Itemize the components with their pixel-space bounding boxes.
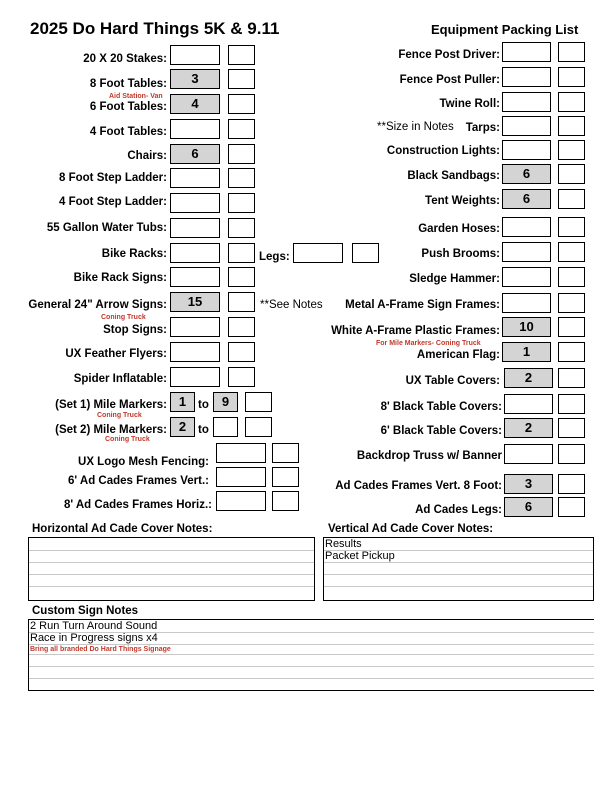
qty-20x20-stakes[interactable]	[170, 45, 220, 65]
label-55-gallon-tubs: 55 Gallon Water Tubs:	[46, 222, 167, 234]
check-white-a-frame[interactable]	[558, 317, 585, 337]
qty-american-flag[interactable]: 1	[502, 342, 551, 362]
custom-sign-notes-header: Custom Sign Notes	[32, 605, 139, 617]
qty-bike-rack-legs[interactable]	[293, 243, 343, 263]
label-6ft-black-table-covers: 6' Black Table Covers:	[380, 425, 502, 437]
mile-set1-to-word: to	[198, 399, 209, 411]
vertical-notes-header: Vertical Ad Cade Cover Notes:	[328, 523, 494, 535]
label-20x20-stakes: 20 X 20 Stakes:	[83, 53, 167, 65]
qty-8ft-black-table-covers[interactable]	[504, 394, 553, 414]
label-american-flag: American Flag:	[416, 349, 500, 361]
custom-sign-notes-area[interactable]	[28, 619, 594, 691]
qty-tent-weights[interactable]: 6	[502, 189, 551, 209]
qty-6ft-tables[interactable]: 4	[170, 94, 220, 114]
qty-ad-cades-vert-8ft[interactable]: 3	[504, 474, 553, 494]
page-subtitle: Equipment Packing List	[431, 22, 579, 37]
label-ux-table-covers: UX Table Covers:	[405, 375, 500, 387]
label-8ft-black-table-covers: 8' Black Table Covers:	[380, 401, 502, 413]
qty-construction-lights[interactable]	[502, 140, 551, 160]
check-tent-weights[interactable]	[558, 189, 585, 209]
label-tarps: Tarps:	[465, 122, 500, 134]
label-sledge-hammer: Sledge Hammer:	[409, 273, 500, 285]
qty-8ft-tables[interactable]: 3	[170, 69, 220, 89]
label-backdrop-truss: Backdrop Truss w/ Banner	[356, 450, 502, 462]
check-55-gallon-tubs[interactable]	[228, 218, 255, 238]
qty-mile-set2-to[interactable]	[213, 417, 238, 437]
qty-6ft-ad-cades-vert[interactable]	[216, 467, 266, 487]
qty-mile-set1-to[interactable]: 9	[213, 392, 238, 412]
note-mile-set1-coning-truck: Coning Truck	[97, 412, 142, 419]
check-spider-inflatable[interactable]	[228, 367, 255, 387]
label-garden-hoses: Garden Hoses:	[418, 223, 500, 235]
qty-push-brooms[interactable]	[502, 242, 551, 262]
qty-stop-signs[interactable]	[170, 317, 220, 337]
qty-8ft-step-ladder[interactable]	[170, 168, 220, 188]
check-stop-signs[interactable]	[228, 317, 255, 337]
label-spider-inflatable: Spider Inflatable:	[73, 373, 167, 385]
check-fence-post-puller[interactable]	[558, 67, 585, 87]
label-8ft-step-ladder: 8 Foot Step Ladder:	[59, 172, 167, 184]
check-8ft-black-table-covers[interactable]	[558, 394, 585, 414]
label-8ft-tables: 8 Foot Tables:	[89, 78, 167, 90]
check-mile-set2[interactable]	[245, 417, 272, 437]
qty-backdrop-truss[interactable]	[504, 444, 553, 464]
label-twine-roll: Twine Roll:	[439, 98, 500, 110]
qty-white-a-frame[interactable]: 10	[502, 317, 551, 337]
check-bike-rack-legs[interactable]	[352, 243, 379, 263]
qty-fence-post-driver[interactable]	[502, 42, 551, 62]
check-construction-lights[interactable]	[558, 140, 585, 160]
qty-ad-cades-legs[interactable]: 6	[504, 497, 553, 517]
label-ad-cades-legs: Ad Cades Legs:	[415, 504, 502, 516]
label-fence-post-driver: Fence Post Driver:	[398, 49, 500, 61]
qty-bike-rack-signs[interactable]	[170, 267, 220, 287]
label-8ft-ad-cades-horiz: 8' Ad Cades Frames Horiz.:	[63, 499, 212, 511]
label-push-brooms: Push Brooms:	[421, 248, 500, 260]
custom-note-line: Race in Progress signs x4	[30, 632, 158, 644]
check-black-sandbags[interactable]	[558, 164, 585, 184]
label-6ft-ad-cades-vert: 6' Ad Cades Frames Vert.:	[67, 475, 209, 487]
qty-4ft-step-ladder[interactable]	[170, 193, 220, 213]
check-bike-racks[interactable]	[228, 243, 255, 263]
label-white-a-frame: White A-Frame Plastic Frames:	[331, 325, 500, 337]
custom-note-line: 2 Run Turn Around Sound	[30, 620, 158, 632]
label-bike-racks: Bike Racks:	[101, 248, 167, 260]
qty-spider-inflatable[interactable]	[170, 367, 220, 387]
label-legs: Legs:	[259, 251, 290, 263]
check-ux-feather-flyers[interactable]	[228, 342, 255, 362]
check-6ft-tables[interactable]	[228, 94, 255, 114]
label-metal-a-frame: Metal A-Frame Sign Frames:	[345, 299, 500, 311]
check-8ft-ad-cades-horiz[interactable]	[272, 491, 299, 511]
note-size-in-notes: **Size in Notes	[377, 121, 454, 133]
vertical-notes-area[interactable]	[323, 537, 594, 601]
qty-black-sandbags[interactable]: 6	[502, 164, 551, 184]
see-notes-text: **See Notes	[260, 299, 323, 311]
check-garden-hoses[interactable]	[558, 217, 585, 237]
horizontal-notes-area[interactable]	[28, 537, 315, 601]
vertical-note-line: Results	[325, 538, 362, 550]
qty-sledge-hammer[interactable]	[502, 267, 551, 287]
horizontal-notes-header: Horizontal Ad Cade Cover Notes:	[32, 523, 213, 535]
page-title: 2025 Do Hard Things 5K & 9.11	[30, 19, 280, 38]
check-bike-rack-signs[interactable]	[228, 267, 255, 287]
label-mile-markers-set1: (Set 1) Mile Markers:	[55, 399, 167, 411]
check-chairs[interactable]	[228, 144, 255, 164]
qty-fence-post-puller[interactable]	[502, 67, 551, 87]
label-tent-weights: Tent Weights:	[425, 195, 500, 207]
label-ad-cades-vert-8ft: Ad Cades Frames Vert. 8 Foot:	[335, 480, 502, 492]
label-chairs: Chairs:	[127, 150, 167, 162]
label-4ft-step-ladder: 4 Foot Step Ladder:	[59, 196, 167, 208]
qty-55-gallon-tubs[interactable]	[170, 218, 220, 238]
qty-garden-hoses[interactable]	[502, 217, 551, 237]
qty-ux-feather-flyers[interactable]	[170, 342, 220, 362]
check-arrow-signs[interactable]	[228, 292, 255, 312]
label-fence-post-puller: Fence Post Puller:	[399, 74, 500, 86]
qty-tarps[interactable]	[502, 116, 551, 136]
check-ad-cades-legs[interactable]	[558, 497, 585, 517]
qty-ux-logo-mesh-fencing[interactable]	[216, 443, 266, 463]
vertical-note-line: Packet Pickup	[325, 550, 395, 562]
check-4ft-tables[interactable]	[228, 119, 255, 139]
check-6ft-ad-cades-vert[interactable]	[272, 467, 299, 487]
custom-note-red: Bring all branded Do Hard Things Signage	[30, 646, 171, 653]
check-ad-cades-vert-8ft[interactable]	[558, 474, 585, 494]
qty-mile-set1-from[interactable]: 1	[170, 392, 195, 412]
label-ux-feather-flyers: UX Feather Flyers:	[65, 348, 167, 360]
check-8ft-step-ladder[interactable]	[228, 168, 255, 188]
note-mile-set2-coning-truck: Coning Truck	[105, 436, 150, 443]
qty-arrow-signs[interactable]: 15	[170, 292, 220, 312]
label-stop-signs: Stop Signs:	[103, 324, 167, 336]
qty-8ft-ad-cades-horiz[interactable]	[216, 491, 266, 511]
check-tarps[interactable]	[558, 116, 585, 136]
check-ux-logo-mesh-fencing[interactable]	[272, 443, 299, 463]
qty-6ft-black-table-covers[interactable]: 2	[504, 418, 553, 438]
label-ux-logo-mesh-fencing: UX Logo Mesh Fencing:	[78, 456, 209, 468]
note-arrow-coning-truck: Coning Truck	[101, 314, 146, 321]
qty-mile-set2-from[interactable]: 2	[170, 417, 195, 437]
qty-ux-table-covers[interactable]: 2	[504, 368, 553, 388]
note-aid-station-van: Aid Station- Van	[109, 93, 163, 100]
qty-twine-roll[interactable]	[502, 92, 551, 112]
qty-4ft-tables[interactable]	[170, 119, 220, 139]
check-metal-a-frame[interactable]	[558, 293, 585, 313]
qty-bike-racks[interactable]	[170, 243, 220, 263]
label-mile-markers-set2: (Set 2) Mile Markers:	[55, 424, 167, 436]
check-mile-set1[interactable]	[245, 392, 272, 412]
check-push-brooms[interactable]	[558, 242, 585, 262]
check-ux-table-covers[interactable]	[558, 368, 585, 388]
mile-set2-to-word: to	[198, 424, 209, 436]
label-arrow-signs: General 24" Arrow Signs:	[28, 299, 167, 311]
check-6ft-black-table-covers[interactable]	[558, 418, 585, 438]
check-fence-post-driver[interactable]	[558, 42, 585, 62]
check-american-flag[interactable]	[558, 342, 585, 362]
label-6ft-tables: 6 Foot Tables:	[89, 101, 167, 113]
label-black-sandbags: Black Sandbags:	[407, 170, 500, 182]
check-backdrop-truss[interactable]	[558, 444, 585, 464]
qty-metal-a-frame[interactable]	[502, 293, 551, 313]
check-8ft-tables[interactable]	[228, 69, 255, 89]
label-construction-lights: Construction Lights:	[386, 145, 500, 157]
qty-chairs[interactable]: 6	[170, 144, 220, 164]
check-twine-roll[interactable]	[558, 92, 585, 112]
check-sledge-hammer[interactable]	[558, 267, 585, 287]
check-4ft-step-ladder[interactable]	[228, 193, 255, 213]
check-20x20-stakes[interactable]	[228, 45, 255, 65]
label-4ft-tables: 4 Foot Tables:	[89, 126, 167, 138]
note-mile-markers-coning-truck: For Mile Markers- Coning Truck	[376, 340, 481, 347]
label-bike-rack-signs: Bike Rack Signs:	[73, 272, 167, 284]
